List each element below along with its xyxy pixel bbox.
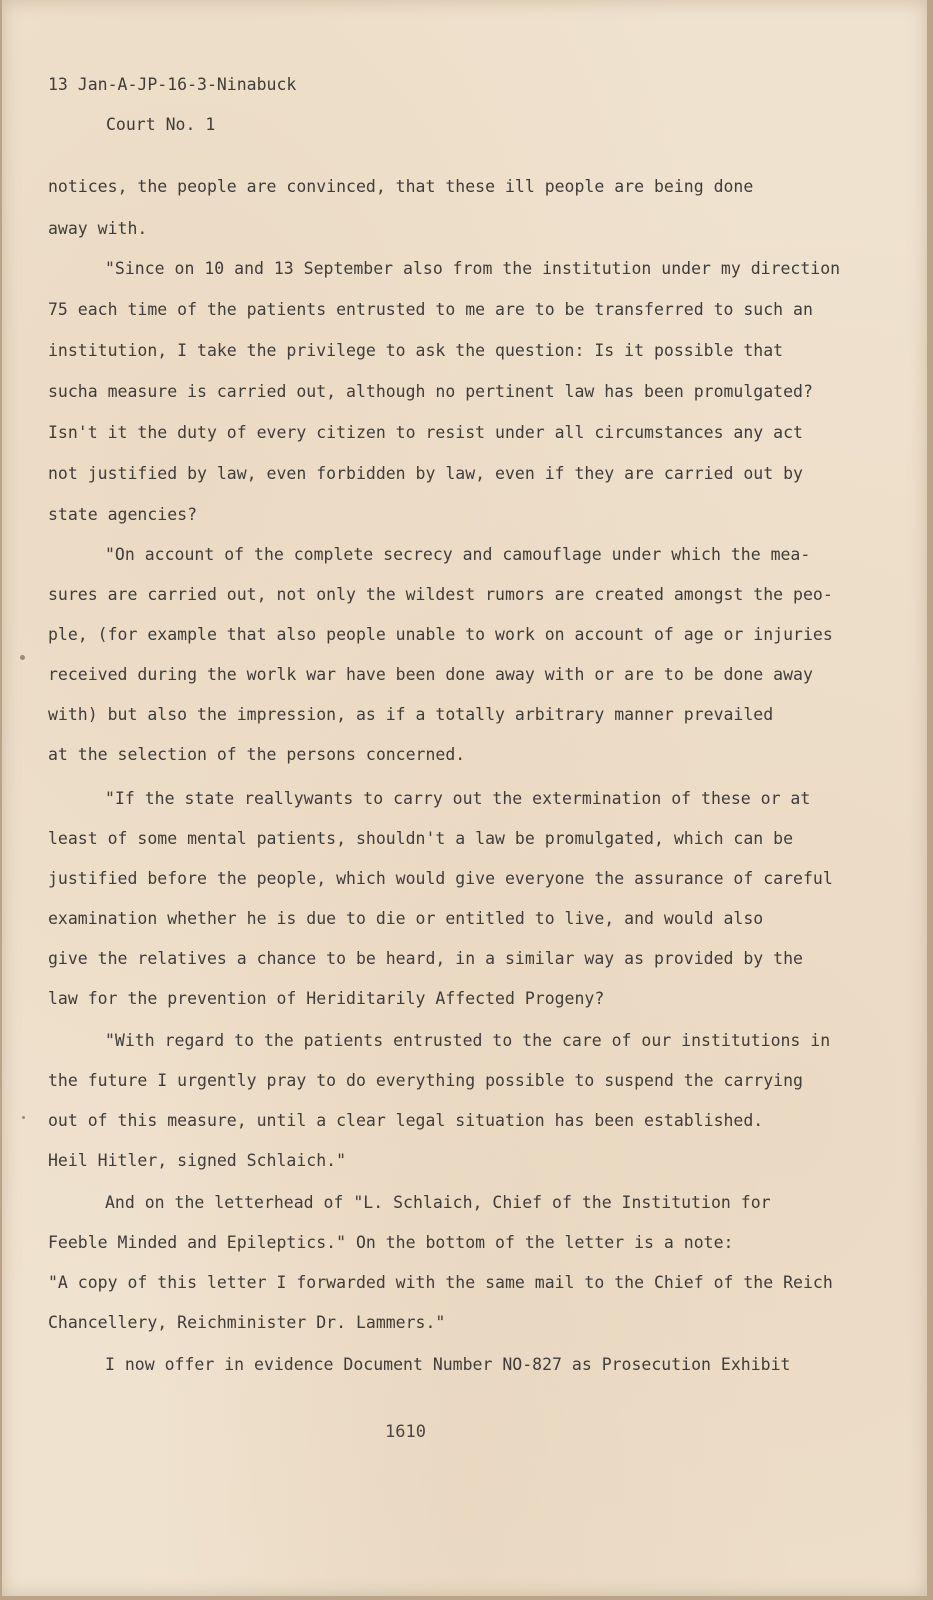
court-number: Court No. 1 bbox=[106, 115, 216, 134]
body-line: institution, I take the privilege to ask the question: Is it possible that bbox=[48, 341, 784, 360]
body-line: out of this measure, until a clear legal situation has been established. bbox=[48, 1111, 764, 1130]
body-line: received during the worlk war have been done away with or are to be done away bbox=[48, 665, 813, 684]
page-number: 1610 bbox=[385, 1422, 426, 1442]
body-line: sucha measure is carried out, although no pertinent law has been promulgated? bbox=[48, 382, 813, 401]
body-line: "If the state reallywants to carry out the extermination of these or at bbox=[105, 789, 811, 808]
document-id: 13 Jan-A-JP-16-3-Ninabuck bbox=[48, 75, 297, 94]
body-line: And on the letterhead of "L. Schlaich, Chief of the Institution for bbox=[105, 1193, 771, 1212]
body-line: Heil Hitler, signed Schlaich." bbox=[48, 1151, 347, 1170]
body-line: notices, the people are convinced, that these ill people are being done bbox=[48, 177, 754, 196]
body-line: at the selection of the persons concerned. bbox=[48, 745, 466, 764]
body-line: Isn't it the duty of every citizen to resist under all circumstances any act bbox=[48, 423, 803, 442]
body-line: "With regard to the patients entrusted to the care of our institutions in bbox=[105, 1031, 831, 1050]
body-line: I now offer in evidence Document Number NO-827 as Prosecution Exhibit bbox=[105, 1355, 791, 1374]
body-line: give the relatives a chance to be heard, in a similar way as provided by the bbox=[48, 949, 803, 968]
body-line: justified before the people, which would give everyone the assurance of careful bbox=[48, 869, 833, 888]
body-line: Chancellery, Reichminister Dr. Lammers." bbox=[48, 1313, 446, 1332]
body-line: not justified by law, even forbidden by law, even if they are carried out by bbox=[48, 464, 803, 483]
body-line: "A copy of this letter I forwarded with the same mail to the Chief of the Reich bbox=[48, 1273, 833, 1292]
body-line: least of some mental patients, shouldn't a law be promulgated, which can be bbox=[48, 829, 794, 848]
body-line: away with. bbox=[48, 219, 148, 238]
body-line: law for the prevention of Heriditarily Affected Progeny? bbox=[48, 989, 605, 1008]
paper-speck bbox=[22, 1116, 25, 1119]
document-page bbox=[2, 0, 927, 1596]
body-line: the future I urgently pray to do everything possible to suspend the carrying bbox=[48, 1071, 803, 1090]
body-line: sures are carried out, not only the wildest rumors are created amongst the peo- bbox=[48, 585, 833, 604]
body-line: examination whether he is due to die or entitled to live, and would also bbox=[48, 909, 764, 928]
paper-speck bbox=[20, 655, 25, 660]
body-line: "On account of the complete secrecy and camouflage under which the mea- bbox=[105, 545, 811, 564]
body-line: Feeble Minded and Epileptics." On the bottom of the letter is a note: bbox=[48, 1233, 734, 1252]
body-line: ple, (for example that also people unable to work on account of age or injuries bbox=[48, 625, 833, 644]
body-line: with) but also the impression, as if a totally arbitrary manner prevailed bbox=[48, 705, 774, 724]
body-line: "Since on 10 and 13 September also from the institution under my direction bbox=[105, 259, 841, 278]
body-line: state agencies? bbox=[48, 505, 198, 524]
body-line: 75 each time of the patients entrusted to me are to be transferred to such an bbox=[48, 300, 813, 319]
